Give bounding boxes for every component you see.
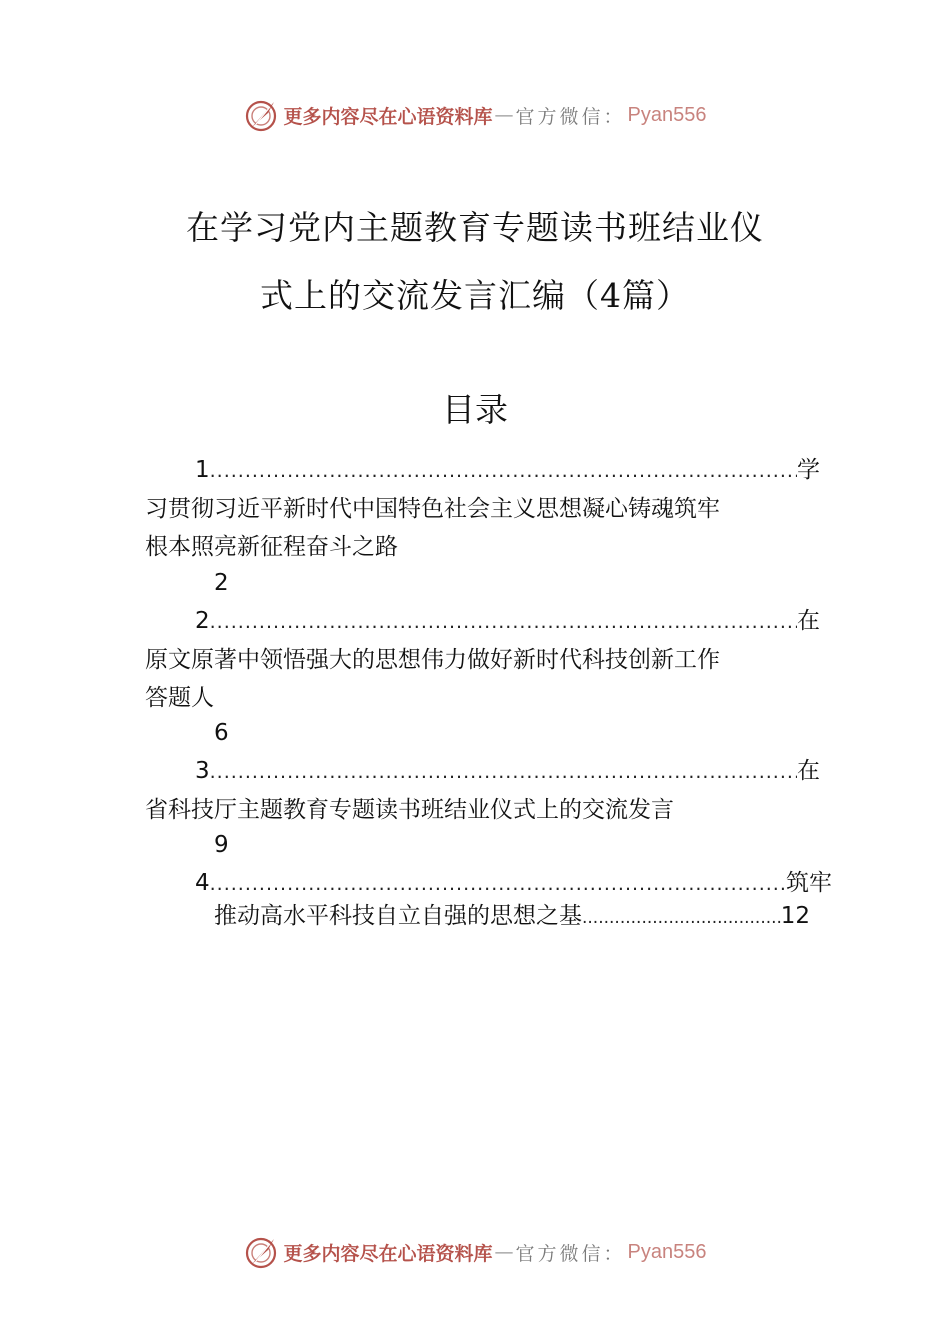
toc-entry-number: 1 <box>195 457 210 483</box>
toc-entry-3-page[interactable]: 9 <box>214 832 229 858</box>
watermark-dash: — <box>494 1241 514 1263</box>
toc-dot-leader <box>210 869 786 899</box>
toc-entry-1-continuation-1[interactable]: 习贯彻习近平新时代中国特色社会主义思想凝心铸魂筑牢 <box>145 496 720 522</box>
toc-entry-1-continuation-2[interactable]: 根本照亮新征程奋斗之路 <box>145 534 398 560</box>
watermark-wechat-id: Pyan556 <box>627 103 707 126</box>
quill-logo-icon <box>244 1234 280 1270</box>
toc-entry-4-continuation-1: 推动高水平科技自立自强的思想之基 <box>214 903 582 929</box>
toc-entry-number: 2 <box>195 608 210 634</box>
document-title-line-1: 在学习党内主题教育专题读书班结业仪 <box>186 208 764 247</box>
toc-entry-lead-text: 在 <box>797 608 820 634</box>
quill-logo-icon <box>244 97 280 133</box>
toc-entry-4-lead-row[interactable] <box>195 868 832 899</box>
header-watermark <box>0 95 950 135</box>
toc-entry-4-page: 12 <box>780 903 810 929</box>
toc-dot-leader <box>210 607 797 637</box>
watermark-brand-text: 更多内容尽在心语资料库 <box>283 1242 493 1265</box>
toc-entry-lead-text: 学 <box>797 457 820 483</box>
toc-dot-leader <box>582 903 781 933</box>
watermark-official-label: 官方微信： <box>515 105 626 128</box>
toc-entry-4-continuation-row[interactable] <box>214 901 810 933</box>
toc-entry-number: 4 <box>195 870 210 896</box>
toc-entry-1-page[interactable]: 2 <box>214 570 229 596</box>
watermark-official-label: 官方微信： <box>515 1242 626 1265</box>
toc-entry-2-continuation-2[interactable]: 答题人 <box>145 685 214 711</box>
toc-dot-leader <box>210 757 797 787</box>
toc-entry-2-lead-row[interactable] <box>195 606 820 637</box>
toc-entry-1-lead-row[interactable] <box>195 455 820 486</box>
watermark-dash: — <box>494 104 514 126</box>
toc-entry-2-continuation-1[interactable]: 原文原著中领悟强大的思想伟力做好新时代科技创新工作 <box>145 647 720 673</box>
toc-entry-2-page[interactable]: 6 <box>214 720 229 746</box>
toc-entry-3-continuation-1[interactable]: 省科技厅主题教育专题读书班结业仪式上的交流发言 <box>145 797 674 823</box>
watermark-wechat-id: Pyan556 <box>627 1240 707 1263</box>
toc-dot-leader <box>210 456 797 486</box>
toc-entry-3-lead-row[interactable] <box>195 756 820 787</box>
watermark-brand-text: 更多内容尽在心语资料库 <box>283 105 493 128</box>
document-title-line-2: 式上的交流发言汇编（4篇） <box>260 276 690 315</box>
toc-entry-lead-text: 在 <box>797 758 820 784</box>
toc-entry-number: 3 <box>195 758 210 784</box>
toc-heading: 目录 <box>442 390 508 429</box>
toc-entry-lead-text: 筑牢 <box>786 870 832 896</box>
footer-watermark <box>0 1232 950 1272</box>
